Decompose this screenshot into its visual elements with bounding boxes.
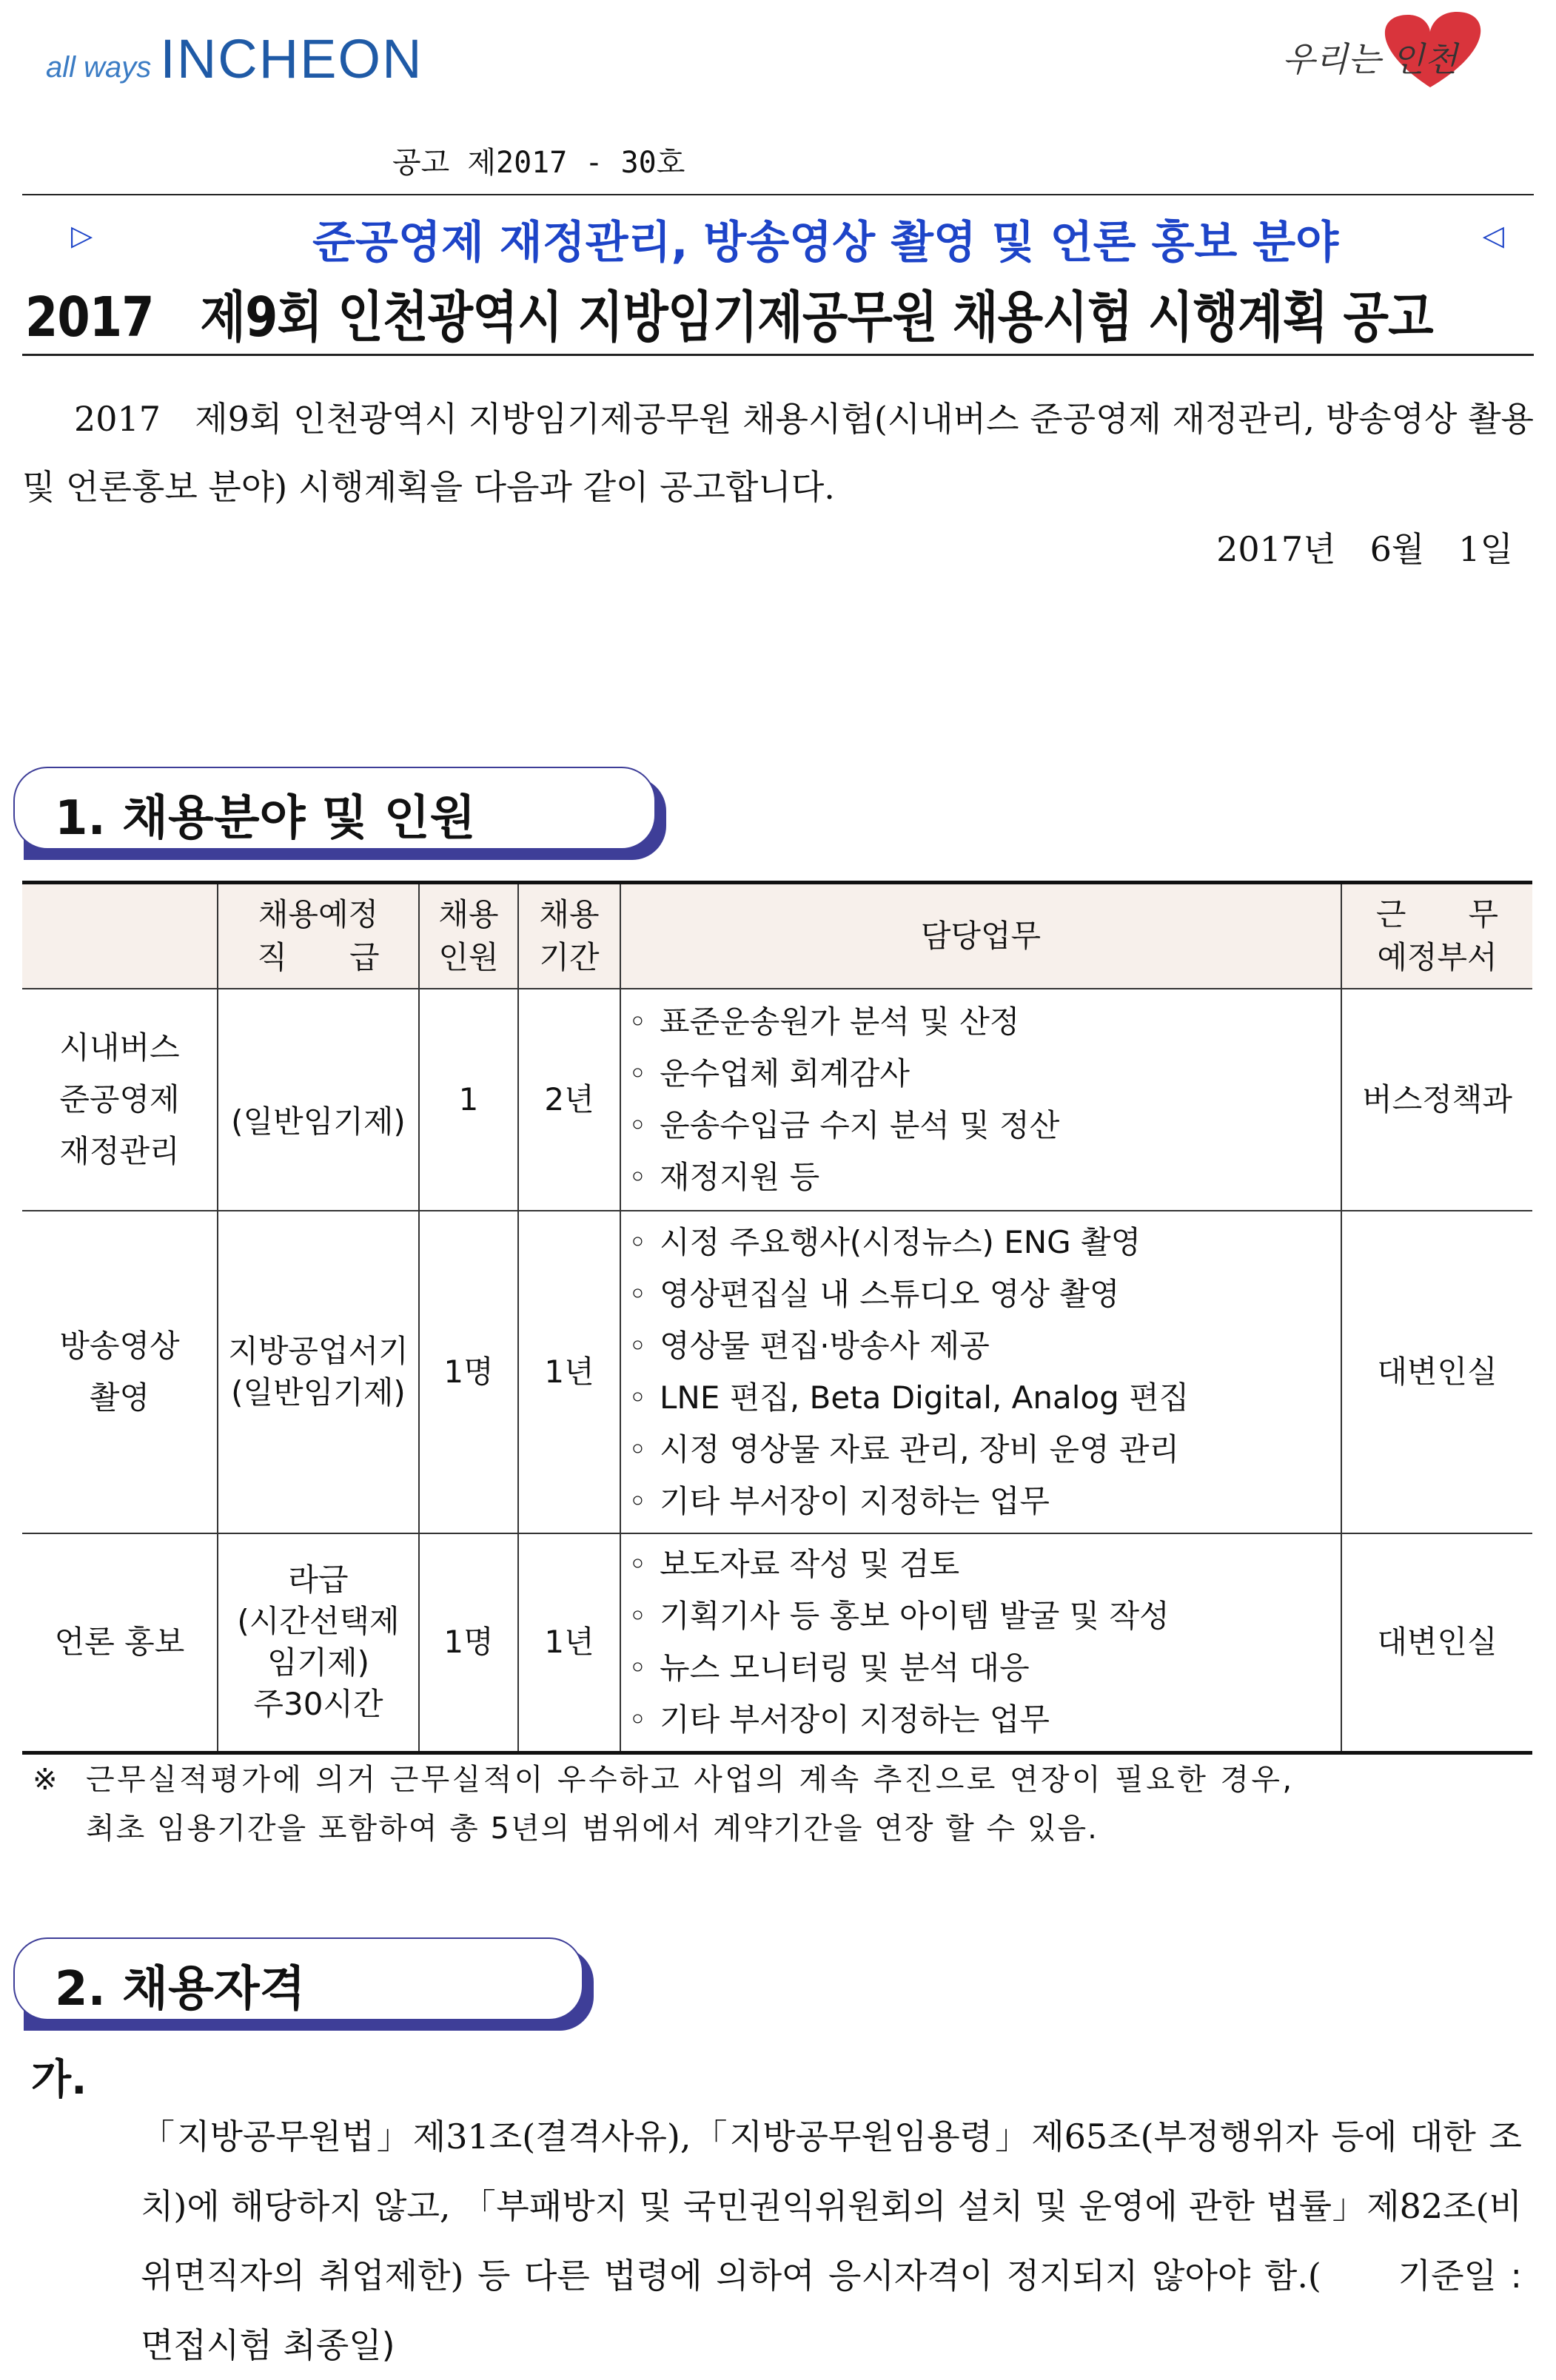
header-text: 채용 xyxy=(438,896,499,932)
triangle-left-icon: ◁ xyxy=(1482,219,1504,252)
note-line: 근무실적평가에 의거 근무실적이 우수하고 사업의 계속 추진으로 연장이 필요한 경우, xyxy=(86,1763,1295,1797)
table-row xyxy=(22,1211,1532,1533)
header-text: 기간 xyxy=(539,939,600,975)
grade-text: 임기제) xyxy=(266,1644,370,1681)
incheon-logo xyxy=(46,28,423,90)
header-field xyxy=(22,883,218,989)
divider xyxy=(22,354,1534,356)
duty-item xyxy=(628,1372,1341,1424)
dept-cell: 대변인실 xyxy=(1341,1211,1532,1533)
field-text: 재정관리 xyxy=(59,1133,180,1169)
duty-item xyxy=(628,1424,1341,1476)
dept-cell: 버스정책과 xyxy=(1341,989,1532,1211)
grade-text: 지방공업서기 xyxy=(228,1333,409,1369)
duty-text: 시정 영상물 자료 관리, 장비 운영 관리 xyxy=(660,1431,1180,1468)
bullet-icon: ◦ xyxy=(628,1650,647,1687)
reference-mark-icon: ※ xyxy=(33,1763,58,1797)
table-row xyxy=(22,989,1532,1211)
section-label: 1. 채용분야 및 인원 xyxy=(55,791,476,846)
field-text: 언론 홍보 xyxy=(54,1624,185,1661)
duty-text: 운수업체 회계감사 xyxy=(660,1055,910,1092)
intro-paragraph xyxy=(22,385,1534,521)
duty-text: 기타 부서장이 지정하는 업무 xyxy=(660,1701,1050,1738)
duty-item xyxy=(628,1152,1341,1203)
divider xyxy=(22,194,1534,195)
duty-item xyxy=(628,1590,1341,1642)
duty-item xyxy=(628,1217,1341,1268)
duty-text: 시정 주요행사(시정뉴스) ENG 촬영 xyxy=(660,1224,1141,1260)
header-grade xyxy=(218,883,419,989)
logo-wordmark: INCHEON xyxy=(160,28,423,90)
bullet-icon: ◦ xyxy=(628,1379,647,1416)
table-header-row xyxy=(22,883,1532,989)
notice-number: 공고 제2017 - 30호 xyxy=(392,146,685,180)
duty-text: 운송수입금 수지 분석 및 정산 xyxy=(660,1107,1060,1143)
period-cell: 1년 xyxy=(518,1533,620,1752)
duty-item xyxy=(628,1476,1341,1527)
header-text: 직 급 xyxy=(257,939,380,975)
header-dept xyxy=(1341,883,1532,989)
duty-item xyxy=(628,1539,1341,1590)
header-count xyxy=(419,883,518,989)
qualification-reference-date: 기준일 : 면접시험 최종일) xyxy=(141,2256,1522,2365)
duty-item xyxy=(628,1100,1341,1152)
note-line: 최초 임용기간을 포함하여 총 5년의 범위에서 계약기간을 연장 할 수 있음. xyxy=(86,1812,1099,1846)
bullet-icon: ◦ xyxy=(628,1055,647,1092)
subtitle-row xyxy=(22,207,1534,269)
header-text: 채용예정 xyxy=(258,896,379,932)
grade-text: (일반임기제) xyxy=(231,1374,406,1411)
section-heading-1 xyxy=(13,767,656,850)
grade-text: 주30시간 xyxy=(253,1686,383,1723)
bullet-icon: ◦ xyxy=(628,1004,647,1040)
field-text: 촬영 xyxy=(89,1379,150,1416)
field-text: 준공영제 xyxy=(59,1081,180,1117)
grade-text: 라급 xyxy=(288,1562,349,1599)
bullet-icon: ◦ xyxy=(628,1276,647,1312)
header-text: 인원 xyxy=(438,939,499,975)
duty-item xyxy=(628,1642,1341,1694)
duty-item xyxy=(628,996,1341,1048)
period-cell: 2년 xyxy=(518,989,620,1211)
notice-date: 2017년 6월 1일 xyxy=(1216,529,1513,569)
intro-text: 2017 제9회 인천광역시 지방임기제공무원 채용시험(시내버스 준공영제 재정관리, 방송영상 촬용 및 언론홍보 분야) 시행계획을 다음과 같이 공고합니다. xyxy=(22,399,1534,507)
bullet-icon: ◦ xyxy=(628,1546,647,1583)
qualification-text: 「지방공무원법」제31조(결격사유),「지방공무원임용령」제65조(부정행위자 등에 대한 조치)에 해당하지 않고, 「부패방지 및 국민권익위원회의 설치 및 운영에 관한 법률」제82조(비위면직자의 취업제한) 등 다른 법령에 의하여 응시자격이 정지되지 않아야 함.( xyxy=(141,2117,1522,2296)
count-cell: 1 xyxy=(419,989,518,1211)
duty-item xyxy=(628,1268,1341,1320)
duty-text: 기획기사 등 홍보 아이템 발굴 및 작성 xyxy=(660,1598,1170,1635)
period-cell: 1년 xyxy=(518,1211,620,1533)
bullet-icon: ◦ xyxy=(628,1107,647,1143)
field-cell xyxy=(22,1211,218,1533)
subtitle: 준공영제 재정관리, 방송영상 촬영 및 언론 홍보 분야 xyxy=(312,217,1339,269)
duty-text: LNE 편집, Beta Digital, Analog 편집 xyxy=(660,1379,1190,1416)
bullet-icon: ◦ xyxy=(628,1483,647,1519)
duty-text: 표준운송원가 분석 및 산정 xyxy=(660,1004,1020,1040)
triangle-right-icon: ▷ xyxy=(71,219,93,252)
bullet-icon: ◦ xyxy=(628,1159,647,1195)
duties-cell xyxy=(620,989,1341,1211)
duty-text: 재정지원 등 xyxy=(660,1159,820,1195)
field-text: 방송영상 xyxy=(59,1328,180,1364)
header-text: 예정부서 xyxy=(1377,939,1498,975)
header-text: 근 무 xyxy=(1375,896,1499,932)
table-row xyxy=(22,1533,1532,1752)
logo-tagline: all ways xyxy=(46,51,152,84)
count-cell: 1명 xyxy=(419,1533,518,1752)
duty-text: 보도자료 작성 및 검토 xyxy=(660,1546,960,1583)
duty-text: 영상물 편집·방송사 제공 xyxy=(660,1328,990,1364)
item-label: 가. xyxy=(31,2056,87,2104)
section-heading-2 xyxy=(13,1937,583,2020)
grade-text: (일반임기제) xyxy=(231,1103,406,1140)
bullet-icon: ◦ xyxy=(628,1224,647,1260)
bullet-icon: ◦ xyxy=(628,1701,647,1738)
page-title: 2017 제9회 인천광역시 지방임기제공무원 채용시험 시행계획 공고 xyxy=(25,286,1433,349)
duties-cell xyxy=(620,1211,1341,1533)
header-period xyxy=(518,883,620,989)
slogan-text: 우리는 인천 xyxy=(1282,39,1458,79)
dept-cell: 대변인실 xyxy=(1341,1533,1532,1752)
section-label: 2. 채용자격 xyxy=(55,1962,306,2017)
table-note xyxy=(33,1755,1528,1853)
grade-cell xyxy=(218,1533,419,1752)
header-text: 채용 xyxy=(539,896,600,932)
field-cell xyxy=(22,1533,218,1752)
duty-item xyxy=(628,1048,1341,1100)
header-duties: 담당업무 xyxy=(620,883,1341,989)
duty-text: 영상편집실 내 스튜디오 영상 촬영 xyxy=(660,1276,1120,1312)
duty-item xyxy=(628,1694,1341,1746)
bullet-icon: ◦ xyxy=(628,1431,647,1468)
grade-cell xyxy=(218,1211,419,1533)
grade-text: (시간선택제 xyxy=(237,1603,400,1640)
bullet-icon: ◦ xyxy=(628,1598,647,1635)
qualification-paragraph xyxy=(141,2102,1522,2380)
field-cell xyxy=(22,989,218,1211)
duty-text: 뉴스 모니터링 및 분석 대응 xyxy=(660,1650,1030,1687)
grade-cell xyxy=(218,989,419,1211)
bullet-icon: ◦ xyxy=(628,1328,647,1364)
duty-text: 기타 부서장이 지정하는 업무 xyxy=(660,1483,1050,1519)
duty-item xyxy=(628,1320,1341,1372)
count-cell: 1명 xyxy=(419,1211,518,1533)
slogan-logo xyxy=(1282,4,1504,93)
duties-cell xyxy=(620,1533,1341,1752)
field-text: 시내버스 xyxy=(59,1029,180,1066)
recruitment-table xyxy=(22,881,1532,1755)
